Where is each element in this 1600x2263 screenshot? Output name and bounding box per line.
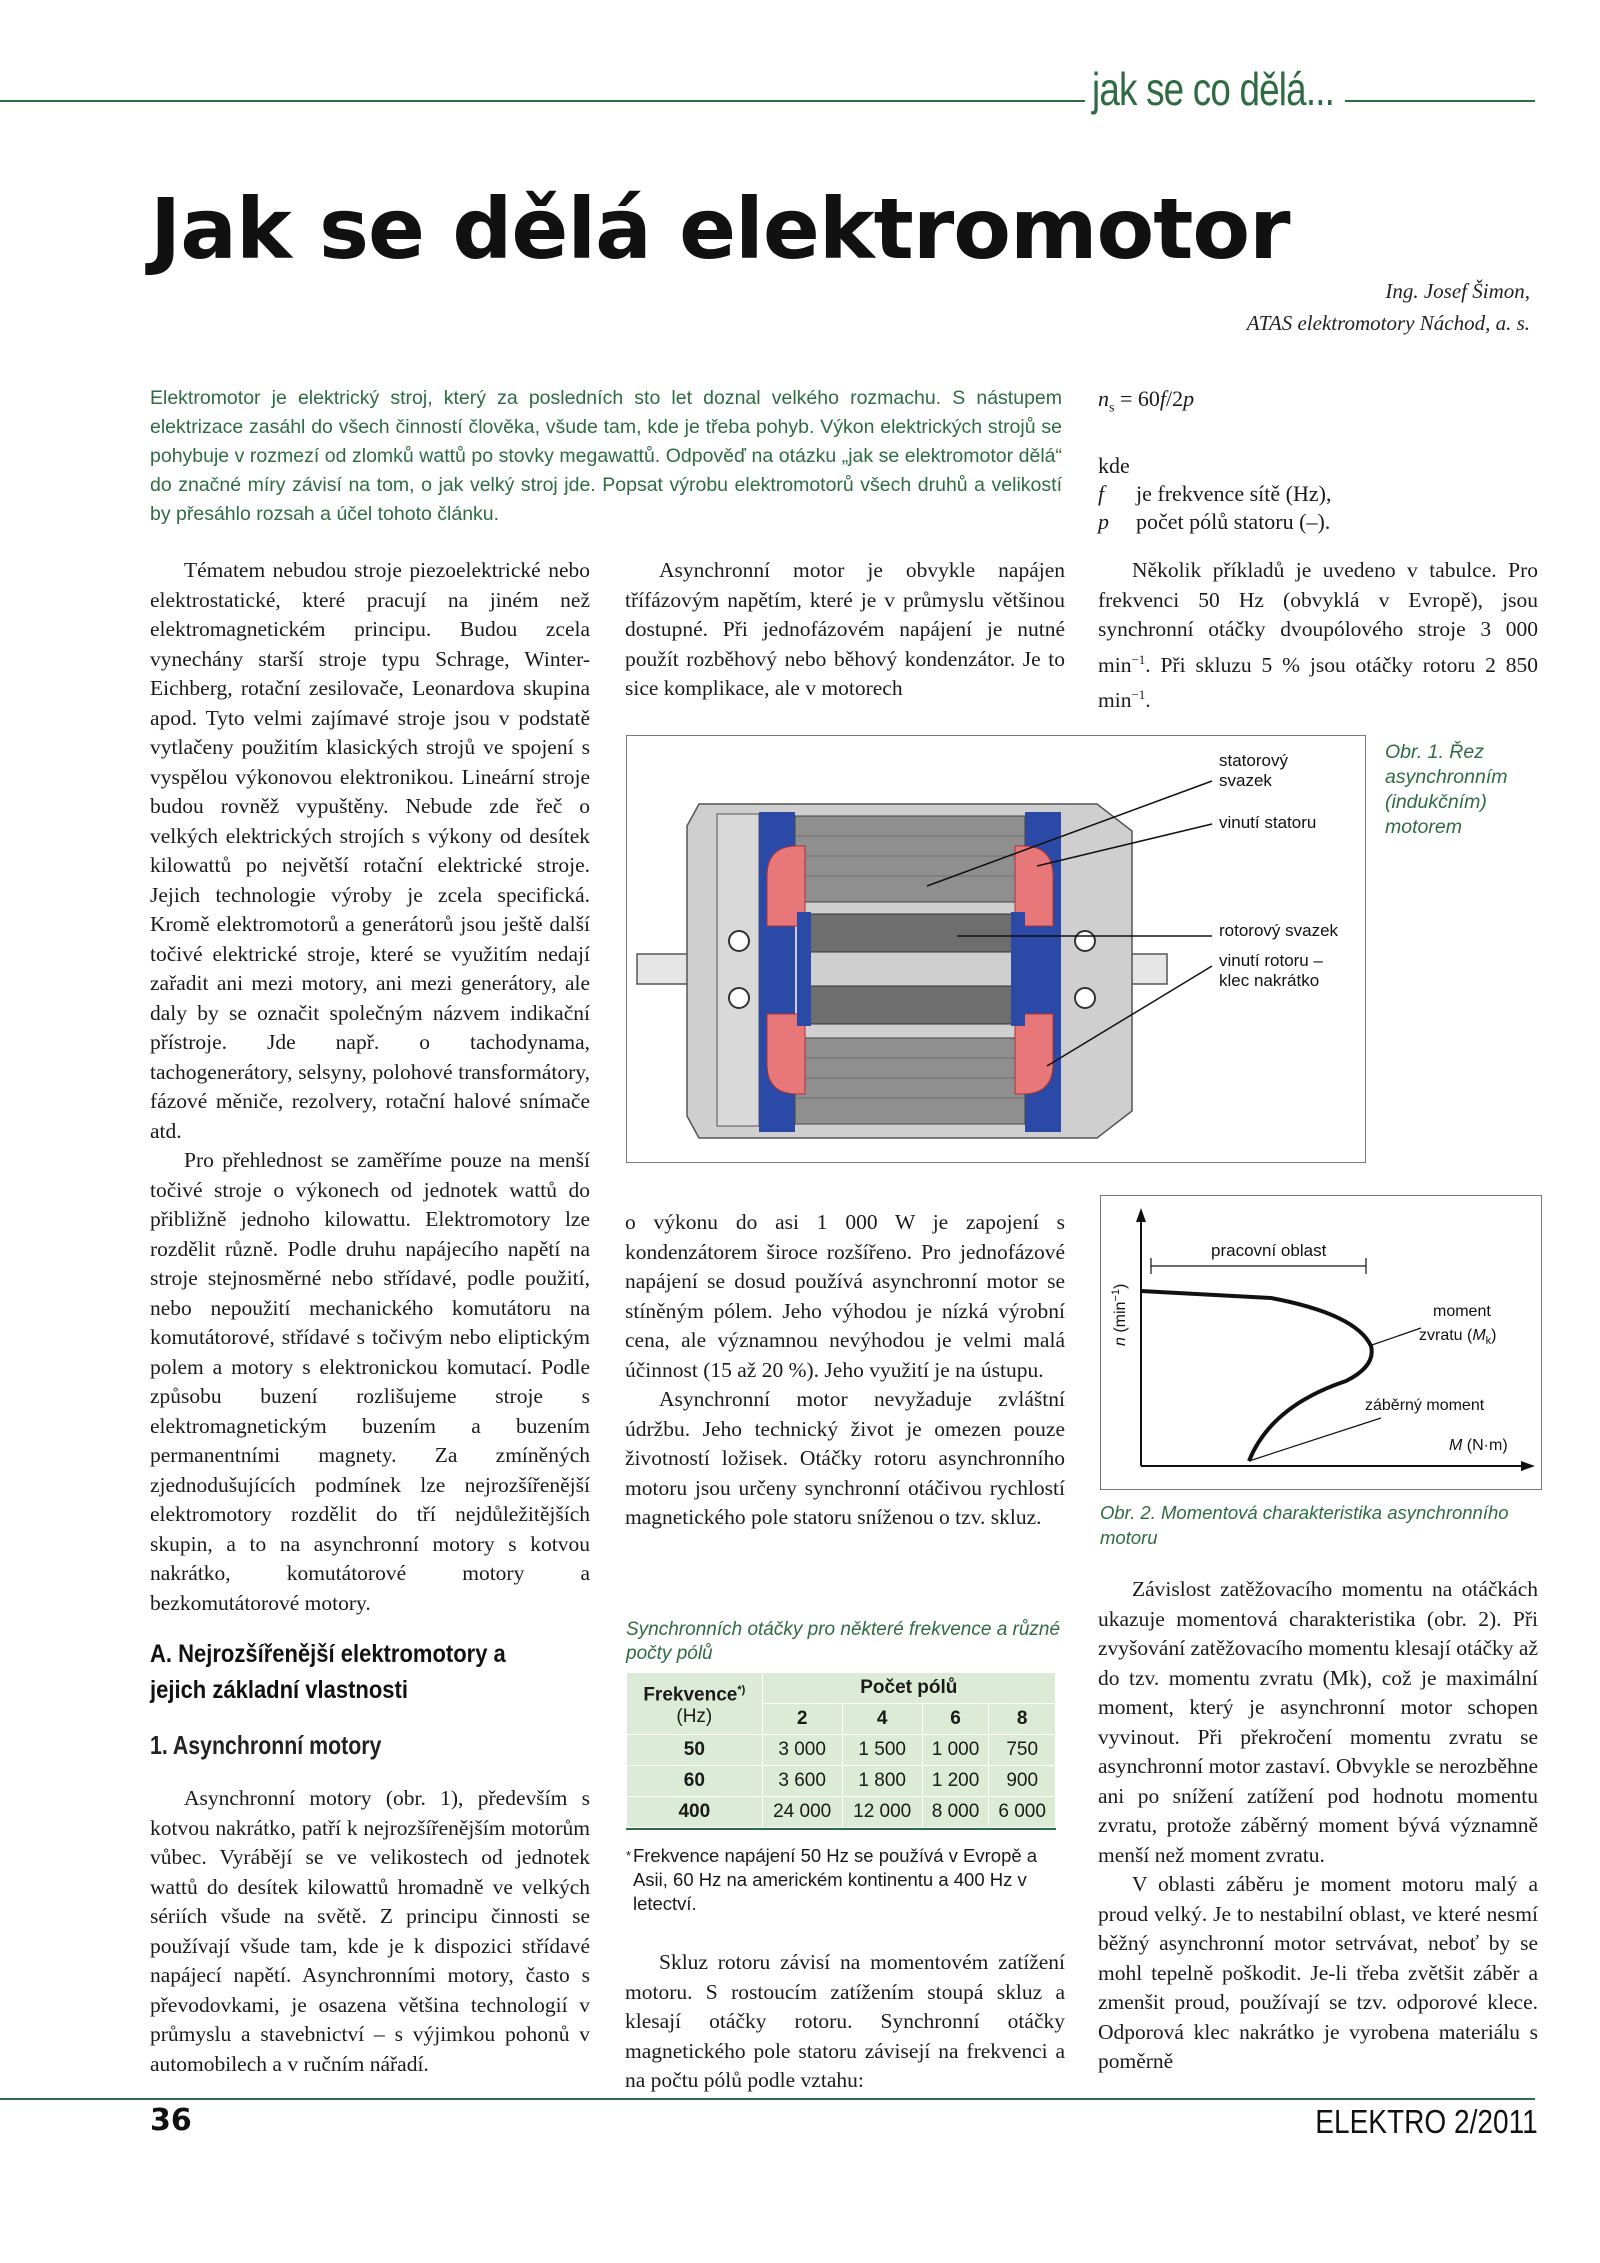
- table-cell: 12 000: [842, 1797, 922, 1828]
- table-row: [627, 1797, 1056, 1828]
- paragraph: Asynchronní motor je obvykle napájen třífázovým napětím, které je v průmyslu většinou dostupné. Při jednofázovém napájení je nutné použít rozběhový nebo běhový kondenzátor. Je to sice komplikace, ale v motorech: [625, 558, 1065, 700]
- header-frequency: Frekvence*) (Hz): [627, 1673, 763, 1735]
- motor-diagram: [627, 736, 1367, 1164]
- column-2-top: [625, 556, 1065, 704]
- formula-block: [1098, 385, 1538, 536]
- footer-rule: [0, 2098, 1535, 2100]
- header-rule: [0, 100, 1085, 102]
- header-poles: Počet pólů: [762, 1673, 1055, 1704]
- label-stator-core: statorový svazek: [1219, 751, 1288, 790]
- row-frequency: 50: [627, 1735, 763, 1766]
- formula-def-f: [1098, 480, 1538, 508]
- figure-2-caption: Obr. 2. Momentová charakteristika asynchronního motoru: [1100, 1502, 1509, 1548]
- sync-speed-table: [626, 1672, 1056, 1828]
- formula-kde: kde: [1098, 453, 1130, 479]
- footnote-marker: *: [626, 1848, 632, 1863]
- paragraph: Pro přehlednost se zaměříme pouze na menší točivé stroje o výkonech od jednotek wattů do přibližně jednoho kilowattu. Elektromotory lze rozdělit různě. Podle druhu napájecího napětí na stroje stejnosměrné nebo střídavé, podle použití, nebo nepoužití mechanického komutátoru na komutátorové, střídavé s točivým nebo eliptickým polem a motory s elektronickou komutací. Podle způsobu buzení rozlišujeme stroje s elektromagnetickým buzením a buzením permanentními magnety. Za zmíněných zjednodušujících podmínek lze nejrozšířenější elektromotory rozdělit do tří nejdůležitějších skupin, a to na asynchronní motory s kotvou nakrátko, komutátorové motory a bezkomutátorové motory.: [150, 1148, 590, 1615]
- paragraph: Několik příkladů je uvedeno v tabulce. Pro frekvenci 50 Hz (obvyklá v Evropě), jsou synchronní otáčky dvoupólového stroje 3 000 $\min^{-1}$. Při skluzu 5 % jsou otáčky rotoru 2 850 $\min^{-1}$.: [1098, 558, 1538, 713]
- figure-torque-characteristic: [1100, 1195, 1542, 1490]
- label-rotor-winding: vinutí rotoru – klec nakrátko: [1219, 951, 1323, 990]
- paragraph: Asynchronní motor nevyžaduje zvláštní údržbu. Jeho technický život je omezen pouze životností ložisek. Otáčky rotoru asynchronního motoru jsou určeny synchronní otáčivou rychlostí magnetického pole statoru sníženou o tzv. skluz.: [625, 1387, 1065, 1529]
- column-3-bottom: [1098, 1575, 1538, 2077]
- column-1: [150, 556, 590, 1618]
- table-cell: 24 000: [762, 1797, 842, 1828]
- row-frequency: 60: [627, 1766, 763, 1797]
- author-name: Ing. Josef Šimon,: [1385, 279, 1530, 303]
- formula-definition: je frekvence sítě (Hz),: [1136, 481, 1332, 507]
- table-bottom-rule: [626, 1828, 1056, 1830]
- header-pole: 4: [842, 1704, 922, 1735]
- label-stator-winding: vinutí statoru: [1219, 813, 1317, 832]
- figure-motor-cross-section: [626, 735, 1366, 1163]
- table-caption: Synchronních otáčky pro některé frekvence a různé počty pólů: [626, 1619, 1061, 1664]
- header-pole: 2: [762, 1704, 842, 1735]
- header-rule-right: [1345, 100, 1535, 102]
- table-cell: 750: [989, 1735, 1056, 1766]
- table-cell: 900: [989, 1766, 1056, 1797]
- x-axis-label: M (N·m): [1449, 1437, 1508, 1454]
- table-cell: 1 500: [842, 1735, 922, 1766]
- torque-chart: [1101, 1196, 1543, 1491]
- label-breakdown-torque-2: zvratu $(M_k)$: [1419, 1327, 1497, 1347]
- paragraph: Skluz rotoru závisí na momentovém zatížení motoru. S rostoucím zatížením stoupá skluz a klesají otáčky rotoru. Synchronní otáčky magnetického pole statoru závisejí na frekvenci a na počtu pólů podle vztahu:: [625, 1950, 1065, 2092]
- lead-paragraph: Elektromotor je elektrický stroj, který za posledních sto let doznal velkého rozmachu. S nástupem elektrizace zasáhl do všech činností člověka, všude tam, kde je třeba pohyb. Výkon elektrických strojů se pohybuje v rozmezí od zlomků wattů po stovky megawattů. Odpověď na otázku „jak se elektromotor dělá“ do značné míry závisí na tom, o jak velký stroj jde. Popsat výrobu elektromotorů všech druhů a velikostí by přesáhlo rozsah a účel tohoto článku.: [150, 387, 1062, 525]
- row-frequency: 400: [627, 1797, 763, 1828]
- table-cell: 8 000: [922, 1797, 989, 1828]
- formula-def-p: [1098, 508, 1538, 536]
- table-cell: 1 200: [922, 1766, 989, 1797]
- header-frequency-label: Frekvence: [643, 1684, 738, 1706]
- issue-label: ELEKTRO 2/2011: [1315, 2103, 1538, 2140]
- table-cell: 1 000: [922, 1735, 989, 1766]
- heading-subsection-1: 1. Asynchronní motory: [150, 1730, 382, 1760]
- formula-definition: počet pólů statoru (–).: [1136, 509, 1331, 535]
- formula-symbol: f: [1098, 481, 1105, 507]
- table-row: [627, 1766, 1056, 1797]
- page-number: 36: [150, 2103, 192, 2138]
- formula-symbol: p: [1098, 509, 1109, 535]
- column-2-middle: [625, 1208, 1065, 1533]
- table-cell: 3 000: [762, 1735, 842, 1766]
- table-row: [627, 1735, 1056, 1766]
- label-starting-torque: záběrný moment: [1365, 1397, 1485, 1414]
- paragraph: o výkonu do asi 1 000 W je zapojení s kondenzátorem široce rozšířeno. Pro jednofázové napájení se dosud používá asynchronní motor se stíněným pólem. Jeho výhodou je nízká výrobní cena, ale významnou nevýhodou je velmi malá účinnost (15 až 20 %). Jeho využití je na ústupu.: [625, 1210, 1065, 1382]
- article-title: Jak se dělá elektromotor: [150, 180, 1290, 278]
- header-frequency-unit: (Hz): [676, 1706, 713, 1728]
- author-block: [1247, 275, 1530, 339]
- paragraph: Závislost zatěžovacího momentu na otáčkách ukazuje momentová charakteristika (obr. 2). Při zvyšování zatěžovacího momentu klesají otáčky až do tzv. momentu zvratu (Mk), což je maximální moment, který je asynchronní motor schopen vyvinout. Při překročení momentu zvratu se asynchronní motor zastaví. Obvykle se nerozběhne ani po snížení zatížení pod hodnotu momentu zvratu, protože záběrný moment bývá významně menší než moment zvratu.: [1098, 1577, 1538, 1867]
- column-3-top: [1098, 556, 1538, 716]
- table-footnote: [626, 1844, 1066, 1916]
- paragraph: Tématem nebudou stroje piezoelektrické nebo elektrostatické, které pracují na jiném než elektromagnetickém principu. Budou zcela vynechány starší stroje typu Schrage, Winter-Eichberg, rotační zesilovače, Leonardova skupina apod. Tyto velmi zajímavé stroje jsou v podstatě vytlačeny použitím klasických strojů ve spojení s vyspělou výkonovou elektronikou. Lineární stroje budou rovněž vypuštěny. Nebude zde řeč o velkých elektrických strojích s výkony od desítek kilowattů po největší rotační elektrické stroje. Jejich technologie výroby je zcela specifická. Kromě elektromotorů a generátorů jsou ještě další točivé elektrické stroje, které se využitím nedají zařadit ani mezi motory, ani mezi generátory, ale daly by se označit společným názvem indikační přístroje. Jde např. o tachodynama, tachogenerátory, selsyny, polohové transformátory, fázové měniče, rezolvery, rotační halové snímače atd.: [150, 558, 590, 1143]
- table-cell: 6 000: [989, 1797, 1056, 1828]
- paragraph: Asynchronní motory (obr. 1), především s kotvou nakrátko, patří k nejrozšířenějším motorům vůbec. Vyrábějí se ve velikostech od jednotek wattů do desítek kilowattů hromadně ve velkých sériích všude na světě. Z principu činnosti se používají všude tam, kde je k dispozici střídavé napájecí napětí. Asynchronními motory, často s převodovkami, je osazena většina technologií v průmyslu a stavebnictví – s výjimkou pohonů v automobilech a v ručním nářadí.: [150, 1786, 590, 2076]
- section-label: jak se co dělá...: [1092, 63, 1335, 115]
- label-breakdown-torque: moment: [1433, 1303, 1491, 1320]
- label-working-area: pracovní oblast: [1211, 1241, 1327, 1260]
- table-cell: 1 800: [842, 1766, 922, 1797]
- header-pole: 6: [922, 1704, 989, 1735]
- paragraph: V oblasti záběru je moment motoru malý a proud velký. Je to nestabilní oblast, ve které nesmí běžný asynchronní motor setrvávat, neboť by se mohl tepelně poškodit. Je-li třeba zvětšit záběr a zmenšit proud, používají se tzv. odporové klece. Odporová klec nakrátko je vyrobena materiálu s poměrně: [1098, 1872, 1538, 2073]
- table-header-row: [627, 1673, 1056, 1704]
- table-cell: 3 600: [762, 1766, 842, 1797]
- column-1-continued: [150, 1784, 590, 2079]
- heading-section-a: A. Nejrozšířenější elektromotory a jejich základní vlastnosti: [150, 1640, 506, 1704]
- label-rotor-core: rotorový svazek: [1219, 921, 1339, 940]
- figure-1-caption: Obr. 1. Řez asynchronním (indukčním) motorem: [1385, 741, 1508, 838]
- y-axis-label: n $(\min^{-1})$: [1110, 1283, 1129, 1346]
- header-pole: 8: [989, 1704, 1056, 1735]
- column-2-bottom: [625, 1948, 1065, 2096]
- footnote-text: Frekvence napájení 50 Hz se používá v Evropě a Asii, 60 Hz na americkém kontinentu a 400 Hz v letectví.: [632, 1845, 1038, 1914]
- author-organization: ATAS elektromotory Náchod, a. s.: [1246, 311, 1530, 335]
- formula-expression: $n_s = 60f/2p$: [1098, 386, 1195, 416]
